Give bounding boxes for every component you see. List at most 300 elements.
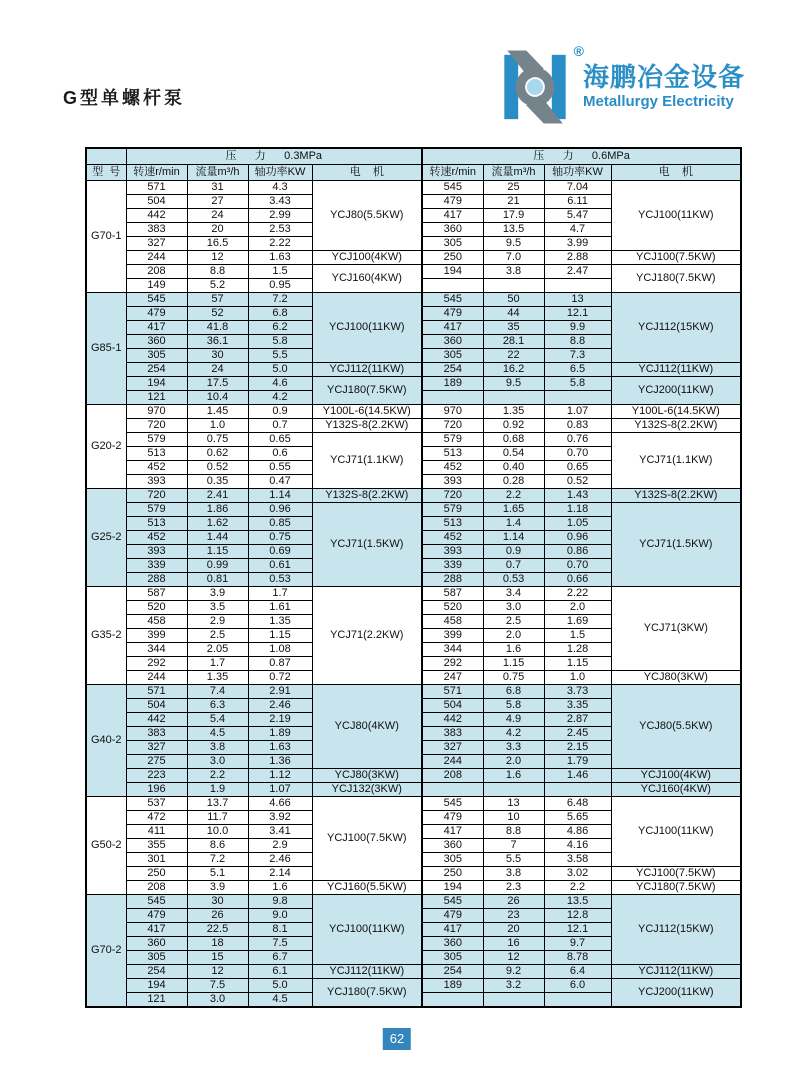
motor-cell: YCJ132(3KW) [312,783,422,797]
data-cell: 305 [422,951,483,965]
data-cell: 1.89 [248,727,312,741]
data-cell: 6.0 [544,979,611,993]
data-cell: 3.0 [187,993,248,1008]
data-cell: 0.86 [544,545,611,559]
data-cell: 3.8 [483,867,544,881]
motor-cell: YCJ180(7.5KW) [312,979,422,1008]
data-cell: 24 [187,363,248,377]
data-cell: 545 [126,293,187,307]
data-cell: 3.73 [544,685,611,699]
data-cell: 0.35 [187,475,248,489]
data-cell: 5.0 [248,363,312,377]
data-cell: 7.2 [248,293,312,307]
data-cell: 1.35 [483,405,544,419]
registered-trademark-icon: ® [573,43,584,59]
data-cell: 13.7 [187,797,248,811]
data-cell: 4.6 [248,377,312,391]
data-cell: 6.48 [544,797,611,811]
data-cell: 2.05 [187,643,248,657]
motor-cell: YCJ200(11KW) [611,377,741,405]
data-cell [483,783,544,797]
data-cell: 2.45 [544,727,611,741]
data-cell: 9.5 [483,237,544,251]
data-cell: 6.4 [544,965,611,979]
data-cell: 52 [187,307,248,321]
data-cell: 6.8 [248,307,312,321]
data-cell: 1.46 [544,769,611,783]
data-cell: 0.7 [483,559,544,573]
data-cell: 5.4 [187,713,248,727]
data-cell: 0.75 [248,531,312,545]
data-cell: 0.28 [483,475,544,489]
table-row [86,265,741,279]
data-cell: 250 [126,867,187,881]
data-cell: 5.0 [248,979,312,993]
motor-cell: YCJ71(1.5KW) [312,503,422,587]
data-cell: 479 [422,909,483,923]
data-cell: 339 [126,559,187,573]
data-cell [422,391,483,405]
data-cell: 6.8 [483,685,544,699]
data-cell: 12 [187,251,248,265]
data-cell: 720 [422,419,483,433]
motor-cell: YCJ112(15KW) [611,895,741,965]
motor-header: 电 机 [312,165,422,181]
data-cell: 360 [422,839,483,853]
data-cell: 12 [483,951,544,965]
data-cell: 7 [483,839,544,853]
motor-cell: Y100L-6(14.5KW) [312,405,422,419]
speed-header: 转速r/min [422,165,483,181]
data-cell: 3.4 [483,587,544,601]
data-cell: 5.5 [248,349,312,363]
data-cell: 720 [422,489,483,503]
data-cell: 579 [422,433,483,447]
data-cell: 0.81 [187,573,248,587]
data-cell: 8.78 [544,951,611,965]
data-cell: 16.2 [483,363,544,377]
motor-cell: Y132S-8(2.2KW) [312,419,422,433]
data-cell: 10 [483,811,544,825]
data-cell: 12.1 [544,307,611,321]
data-cell: 121 [126,391,187,405]
data-cell: 189 [422,377,483,391]
data-cell: 7.04 [544,181,611,195]
pump-spec-table [85,147,742,1008]
data-cell: 5.8 [248,335,312,349]
data-cell [544,279,611,293]
data-cell: 0.87 [248,657,312,671]
data-cell: 305 [422,349,483,363]
motor-cell: YCJ71(2.2KW) [312,587,422,685]
data-cell: 18 [187,937,248,951]
data-cell: 13.5 [544,895,611,909]
data-cell: 30 [187,349,248,363]
motor-cell: YCJ160(5.5KW) [312,881,422,895]
data-cell: 6.1 [248,965,312,979]
table-row [86,405,741,419]
data-cell: 0.92 [483,419,544,433]
data-cell: 1.12 [248,769,312,783]
data-cell: 0.70 [544,559,611,573]
data-cell: 8.8 [187,265,248,279]
power-header: 轴功率KW [544,165,611,181]
data-cell: 2.0 [483,755,544,769]
data-cell: 250 [422,867,483,881]
data-cell: 442 [422,713,483,727]
data-cell: 7.2 [187,853,248,867]
data-cell: 2.0 [483,629,544,643]
data-cell: 2.15 [544,741,611,755]
data-cell: 4.16 [544,839,611,853]
data-cell: 9.2 [483,965,544,979]
data-cell: 1.0 [187,419,248,433]
data-cell: 579 [126,503,187,517]
pressure-header-row [86,148,741,165]
data-cell: 327 [126,237,187,251]
data-cell: 24 [187,209,248,223]
data-cell: 1.07 [248,783,312,797]
logo-mark-icon [497,43,584,124]
data-cell: 0.52 [187,461,248,475]
data-cell: 2.91 [248,685,312,699]
data-cell: 7.5 [187,979,248,993]
table-row [86,363,741,377]
table-row [86,293,741,307]
data-cell: 292 [422,657,483,671]
data-cell: 393 [422,475,483,489]
data-cell [422,993,483,1008]
data-cell: 6.7 [248,951,312,965]
table-row [86,419,741,433]
data-cell: 0.61 [248,559,312,573]
data-cell [544,783,611,797]
data-cell: 2.47 [544,265,611,279]
data-cell: 0.95 [248,279,312,293]
data-cell: 5.1 [187,867,248,881]
data-cell: 30 [187,895,248,909]
model-cell: G85-1 [86,293,126,405]
pressure-header-0.3mpa: 压 力 0.3MPa [126,148,422,165]
data-cell: 275 [126,755,187,769]
data-cell: 9.0 [248,909,312,923]
data-cell: 1.6 [483,643,544,657]
data-cell: 0.6 [248,447,312,461]
data-cell: 305 [422,237,483,251]
data-cell: 0.75 [187,433,248,447]
data-cell: 0.96 [248,503,312,517]
motor-cell: YCJ100(11KW) [611,181,741,251]
model-cell: G70-2 [86,895,126,1008]
data-cell: 1.62 [187,517,248,531]
data-cell: 1.15 [544,657,611,671]
data-cell: 1.14 [248,489,312,503]
data-cell: 3.2 [483,979,544,993]
data-cell [422,783,483,797]
data-cell: 194 [422,265,483,279]
motor-cell: YCJ112(11KW) [312,363,422,377]
data-cell: 1.08 [248,643,312,657]
flow-header: 流量m³/h [483,165,544,181]
data-cell: 6.5 [544,363,611,377]
data-cell: 3.41 [248,825,312,839]
data-cell: 244 [126,671,187,685]
data-cell: 0.85 [248,517,312,531]
data-cell: 2.46 [248,853,312,867]
motor-cell: YCJ80(5.5KW) [611,685,741,769]
data-cell: 452 [422,531,483,545]
data-cell: 0.53 [248,573,312,587]
data-cell: 288 [422,573,483,587]
data-cell: 27 [187,195,248,209]
table-row [86,587,741,601]
data-cell: 41.8 [187,321,248,335]
data-cell: 12.8 [544,909,611,923]
data-cell: 452 [126,531,187,545]
data-cell: 399 [422,629,483,643]
data-cell: 339 [422,559,483,573]
data-cell: 16 [483,937,544,951]
data-cell: 360 [422,223,483,237]
data-cell: 472 [126,811,187,825]
data-cell: 513 [422,517,483,531]
motor-cell: YCJ71(1.1KW) [611,433,741,489]
data-cell: 4.5 [248,993,312,1008]
data-cell: 26 [483,895,544,909]
data-cell: 383 [422,727,483,741]
data-cell: 194 [422,881,483,895]
data-cell: 0.76 [544,433,611,447]
table-row [86,181,741,195]
data-cell: 23 [483,909,544,923]
data-cell: 2.19 [248,713,312,727]
data-cell [483,391,544,405]
logo-text [583,61,746,111]
data-cell: 4.7 [544,223,611,237]
data-cell: 1.7 [187,657,248,671]
data-cell: 327 [422,741,483,755]
data-cell: 513 [422,447,483,461]
data-cell: 20 [483,923,544,937]
data-cell: 0.69 [248,545,312,559]
data-cell: 587 [422,587,483,601]
data-cell: 479 [422,811,483,825]
data-cell: 254 [422,363,483,377]
data-cell: 13 [544,293,611,307]
data-cell: 10.4 [187,391,248,405]
data-cell: 2.9 [187,615,248,629]
data-cell: 720 [126,419,187,433]
data-cell: 7.0 [483,251,544,265]
data-cell: 504 [126,195,187,209]
data-cell: 9.5 [483,377,544,391]
data-cell: 513 [126,447,187,461]
data-cell: 4.9 [483,713,544,727]
data-cell: 7.4 [187,685,248,699]
data-cell: 2.88 [544,251,611,265]
data-cell: 2.53 [248,223,312,237]
data-cell: 17.5 [187,377,248,391]
data-cell: 2.5 [187,629,248,643]
motor-cell: YCJ112(15KW) [611,293,741,363]
data-cell: 0.66 [544,573,611,587]
table-row [86,881,741,895]
data-cell: 360 [422,937,483,951]
data-cell: 417 [422,209,483,223]
data-cell: 537 [126,797,187,811]
data-cell: 504 [422,699,483,713]
data-cell: 22 [483,349,544,363]
motor-cell: YCJ80(5.5KW) [312,181,422,251]
data-cell: 2.22 [544,587,611,601]
data-cell: 2.46 [248,699,312,713]
data-cell: 479 [126,909,187,923]
table-row [86,979,741,993]
data-cell: 254 [126,965,187,979]
motor-cell: YCJ71(3KW) [611,587,741,671]
data-cell: 21 [483,195,544,209]
data-cell: 458 [422,615,483,629]
data-cell: 3.99 [544,237,611,251]
data-cell: 5.5 [483,853,544,867]
data-cell: 1.4 [483,517,544,531]
data-cell: 720 [126,489,187,503]
data-cell: 545 [422,181,483,195]
data-cell: 411 [126,825,187,839]
data-cell: 57 [187,293,248,307]
page-title: G型单螺杆泵 [63,88,186,108]
data-cell: 2.41 [187,489,248,503]
data-cell: 1.14 [483,531,544,545]
company-logo [497,43,746,124]
motor-cell: YCJ180(7.5KW) [611,881,741,895]
data-cell: 2.87 [544,713,611,727]
data-cell: 9.9 [544,321,611,335]
data-cell: 1.6 [483,769,544,783]
table-row [86,783,741,797]
data-cell [483,279,544,293]
table-row [86,797,741,811]
data-cell: 0.52 [544,475,611,489]
power-header: 轴功率KW [248,165,312,181]
data-cell: 50 [483,293,544,307]
model-cell: G25-2 [86,489,126,587]
data-cell: 22.5 [187,923,248,937]
data-cell: 970 [422,405,483,419]
data-cell: 0.54 [483,447,544,461]
data-cell: 247 [422,671,483,685]
data-cell: 417 [126,321,187,335]
data-cell: 1.65 [483,503,544,517]
data-cell: 254 [422,965,483,979]
data-cell: 417 [126,923,187,937]
data-cell: 1.61 [248,601,312,615]
motor-cell: Y100L-6(14.5KW) [611,405,741,419]
table-row [86,377,741,391]
data-cell: 520 [422,601,483,615]
brand-name-cn: 海鹏冶金设备 [583,61,746,92]
data-cell: 0.9 [483,545,544,559]
motor-cell: YCJ180(7.5KW) [312,377,422,405]
data-cell: 2.99 [248,209,312,223]
data-cell: 479 [422,307,483,321]
data-cell: 0.7 [248,419,312,433]
data-cell: 383 [126,727,187,741]
data-cell: 3.92 [248,811,312,825]
data-cell [544,993,611,1008]
data-cell: 545 [126,895,187,909]
data-cell: 13 [483,797,544,811]
data-cell: 2.0 [544,601,611,615]
motor-cell: YCJ71(1.1KW) [312,433,422,489]
data-cell: 545 [422,293,483,307]
data-cell: 1.86 [187,503,248,517]
data-cell: 36.1 [187,335,248,349]
data-cell: 9.7 [544,937,611,951]
motor-cell: Y132S-8(2.2KW) [312,489,422,503]
data-cell: 0.83 [544,419,611,433]
data-cell: 417 [422,923,483,937]
data-cell: 452 [422,461,483,475]
data-cell: 0.68 [483,433,544,447]
data-cell: 10.0 [187,825,248,839]
data-cell: 208 [126,881,187,895]
data-cell: 244 [126,251,187,265]
data-cell: 1.43 [544,489,611,503]
data-cell: 194 [126,979,187,993]
table-row [86,503,741,517]
data-cell: 2.14 [248,867,312,881]
motor-cell: YCJ100(11KW) [611,797,741,867]
data-cell: 452 [126,461,187,475]
data-cell: 360 [422,335,483,349]
data-cell: 44 [483,307,544,321]
speed-header: 转速r/min [126,165,187,181]
data-cell: 4.3 [248,181,312,195]
data-cell: 513 [126,517,187,531]
motor-cell: YCJ80(3KW) [312,769,422,783]
model-cell: G50-2 [86,797,126,895]
data-cell: 587 [126,587,187,601]
data-cell [544,391,611,405]
data-cell: 1.18 [544,503,611,517]
data-cell: 26 [187,909,248,923]
data-cell: 288 [126,573,187,587]
data-cell: 1.63 [248,741,312,755]
data-cell: 305 [126,349,187,363]
data-cell: 28.1 [483,335,544,349]
data-cell: 1.69 [544,615,611,629]
data-cell: 13.5 [483,223,544,237]
pressure-header-0.6mpa: 压 力 0.6MPa [422,148,741,165]
data-cell: 579 [422,503,483,517]
motor-cell: YCJ200(11KW) [611,979,741,1008]
data-cell [422,279,483,293]
model-header: 型 号 [86,165,126,181]
data-cell: 5.47 [544,209,611,223]
data-cell: 244 [422,755,483,769]
data-cell: 17.9 [483,209,544,223]
data-cell: 3.0 [483,601,544,615]
data-cell: 2.9 [248,839,312,853]
data-cell: 417 [422,825,483,839]
brand-name-en: Metallurgy Electricity [583,93,734,111]
motor-cell: YCJ100(7.5KW) [611,251,741,265]
table-row [86,685,741,699]
motor-header: 电 机 [611,165,741,181]
data-cell: 35 [483,321,544,335]
data-cell: 3.8 [187,741,248,755]
